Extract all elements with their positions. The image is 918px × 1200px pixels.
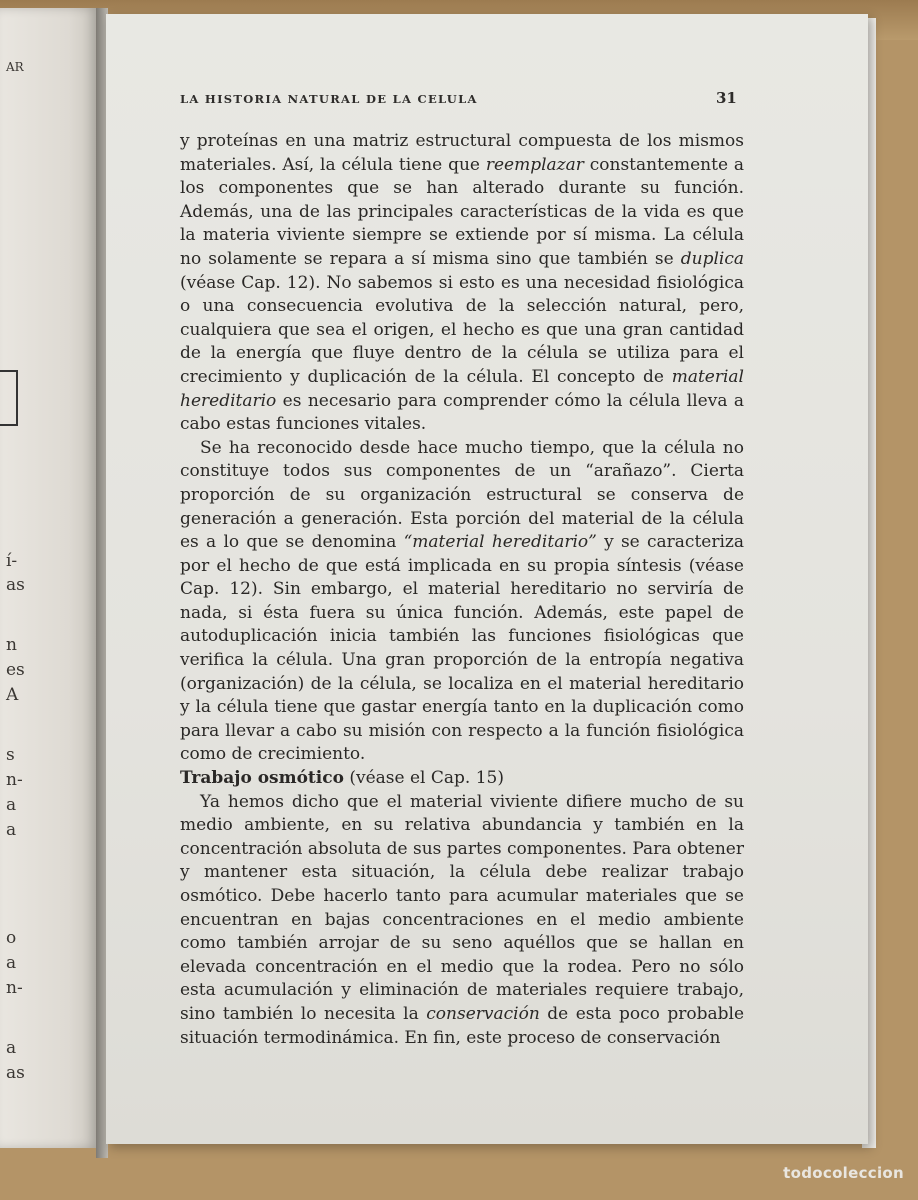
left-page-fragment: a (6, 795, 17, 815)
left-page (0, 8, 98, 1148)
left-page-fragment: s (6, 745, 15, 765)
left-page-fragment: a (6, 820, 17, 840)
right-page (106, 14, 868, 1144)
left-page-fragment: es (6, 660, 25, 680)
page-number: 31 (716, 89, 737, 107)
left-page-fragment: n (6, 635, 17, 655)
text-run: de esta poco probable situación termodinámica. En fin, este proceso de conservación (180, 1003, 744, 1048)
italic-run: reemplazar (485, 154, 584, 175)
left-page-fragment: n- (6, 978, 23, 998)
section-heading (180, 767, 744, 791)
paragraph (180, 130, 744, 437)
text-run: Se ha reconocido desde hace mucho tiempo, que la célula no constituye todos sus componentes de un “arañazo”. Cierta proporción de su organización estructural se conserva de generación a generación. Esta porción del material de la célula es a lo que se denomina (180, 437, 744, 553)
left-page-box (0, 370, 18, 426)
running-header: LA HISTORIA NATURAL DE LA CELULA (180, 92, 478, 106)
left-page-fragment: o (6, 928, 17, 948)
left-page-fragment: as (6, 1063, 25, 1083)
page-body (180, 130, 744, 1050)
italic-run: material hereditario (180, 366, 744, 411)
left-page-fragment: n- (6, 770, 23, 790)
left-page-fragment: as (6, 575, 25, 595)
left-page-fragment: a (6, 953, 17, 973)
text-run: y se caracteriza por el hecho de que está implicada en su propia síntesis (véase Cap. 12). Sin embargo, el material hereditario no serviría de nada, si ésta fuera su única función. Además, este papel de autoduplicación inicia también las funciones fisiológicas que verifica la célula. Una gran proporción de la entropía negativa (organización) de la célula, se localiza en el material hereditario y la célula tiene que gastar energía tanto en la duplicación como para llevar a cabo su misión con respecto a la función fisiológica como de crecimiento. (180, 532, 744, 765)
italic-run: conservación (426, 1003, 540, 1024)
italic-run: duplica (680, 248, 744, 269)
text-run: y proteínas en una matriz estructural compuesta de los mismos materiales. Así, la célula tiene que (180, 131, 744, 175)
section-heading-reference: (véase el Cap. 15) (343, 768, 504, 789)
left-page-fragment: a (6, 1038, 17, 1058)
section-heading-title: Trabajo osmótico (180, 768, 344, 789)
paragraph (180, 791, 744, 1051)
paragraph (180, 437, 744, 767)
text-run: constantemente a los componentes que se han alterado durante su función. Además, una de las principales características de la vida es que la materia viviente siempre se extiende por sí misma. La célula no solamente se repara a sí misma sino que también se (180, 154, 745, 269)
italic-run: “material hereditario” (403, 532, 597, 553)
text-run: Ya hemos dicho que el material viviente difiere mucho de su medio ambiente, en su relativa abundancia y también en la concentración absoluta de sus partes componentes. Para obtener y mantener esta situación, la célula debe realizar trabajo osmótico. Debe hacerlo tanto para acumular materiales que se encuentran en bajas concentraciones en el medio ambiente como también arrojar de su seno aquéllos que se hallan en elevada concentración en el medio que la rodea. Pero no sólo esta acumulación y eliminación de materiales requiere trabajo, sino también lo necesita la (180, 791, 744, 1024)
text-run: (véase Cap. 12). No sabemos si esto es una necesidad fisiológica o una consecuencia evolutiva de la selección natural, pero, cualquiera que sea el origen, el hecho es que una gran cantidad de la energía que fluye dentro de la célula se utiliza para el crecimiento y duplicación de la célula. El concepto de (180, 272, 744, 387)
watermark: todocoleccion (783, 1164, 904, 1182)
left-page-fragment: í- (6, 551, 18, 571)
left-page-fragment: AR (6, 60, 24, 74)
left-page-fragment: A (6, 685, 19, 705)
text-run: es necesario para comprender cómo la célula lleva a cabo estas funciones vitales. (180, 390, 744, 435)
